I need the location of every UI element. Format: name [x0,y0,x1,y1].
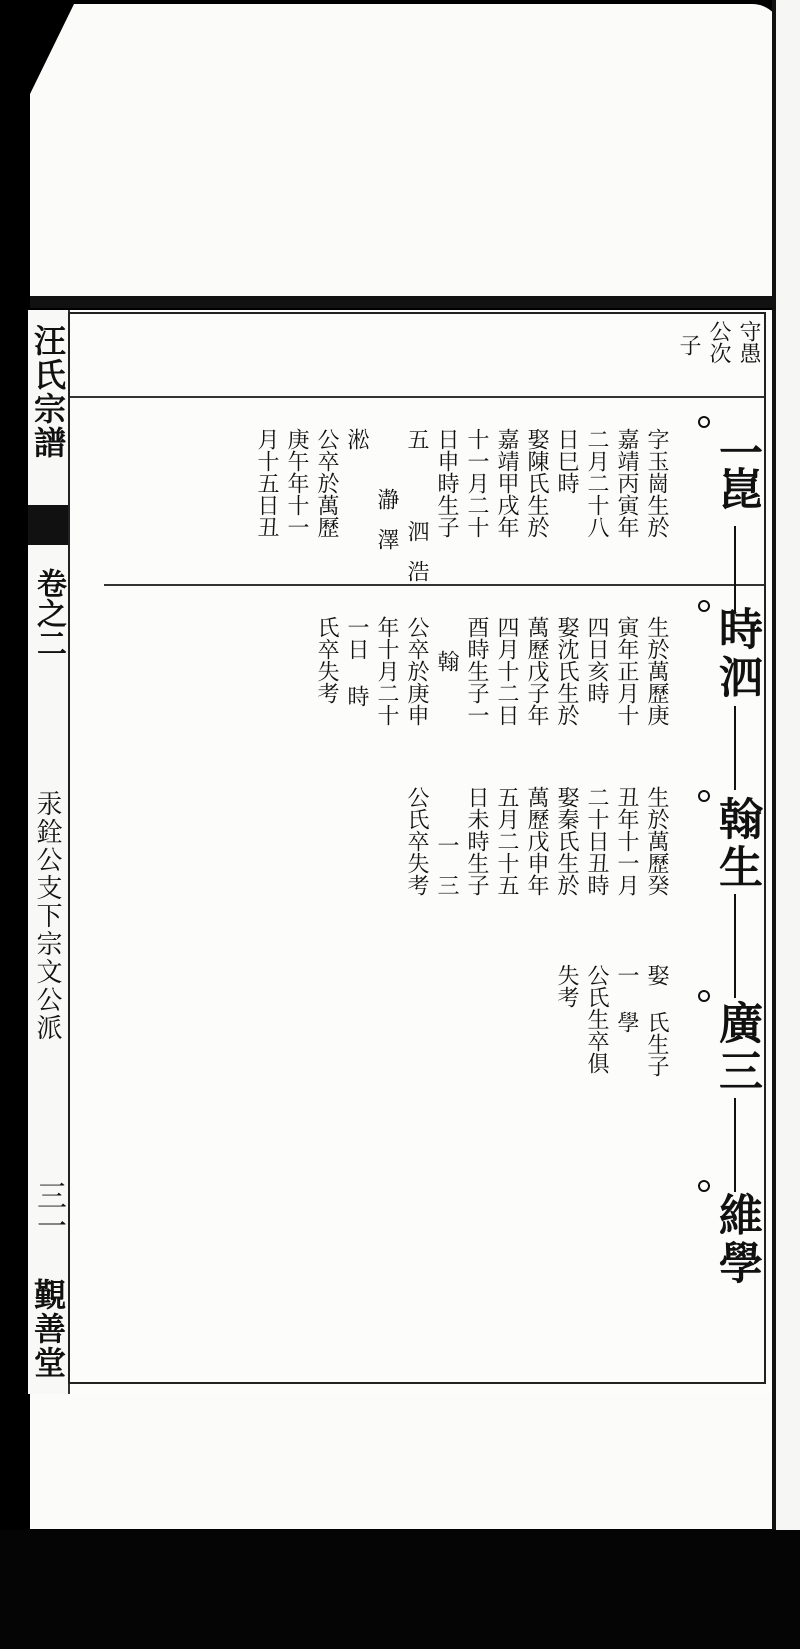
bio-line: 公氏生卒俱 [584,964,609,1074]
bio-line: 日未時生子 [464,786,489,896]
son-name: 翰 [434,650,459,672]
generation-node [698,1180,710,1192]
son-name: 澤 [374,528,399,550]
ancestor-note-3: 子 [676,334,701,356]
generation-node [698,416,710,428]
bio-line: 娶秦氏生於 [554,786,579,896]
bio-line: 公氏卒失考 [404,786,429,896]
bio-line: 萬歷戊子年 [524,616,549,726]
bio-line: 嘉靖丙寅年 [614,428,639,538]
lineage-line [734,526,736,612]
page-number: 三一 [31,1180,66,1240]
bio-line: 二十日丑時 [584,786,609,896]
genealogy-page [28,310,772,1394]
hall-name: 覲善堂 [29,1278,67,1380]
bio-line: 娶 氏生子 [644,964,669,1077]
bio-line: 萬歷戊申年 [524,786,549,896]
bio-line: 年十月二十 [374,616,399,726]
header-rule [70,396,764,398]
sheet-gap [30,296,782,308]
bio-line: 丑年十一月 [614,786,639,896]
bio-line: 五月二十五 [494,786,519,896]
generation-node [698,790,710,802]
bottom-shadow [0,1530,800,1649]
lineage-line [734,1098,736,1192]
bio-line: 寅年正月十 [614,616,639,726]
son-name: 三 [434,874,459,896]
generation-name: 維學 [711,1192,762,1288]
son-name: 瀞 [374,488,399,510]
top-blank-sheet [30,4,782,296]
bio-line: 酉時生子一 [464,616,489,726]
generation-name: 廣三 [711,1000,762,1096]
bio-line: 娶沈氏生於 [554,616,579,726]
generation-node [698,600,710,612]
generation-node [698,990,710,1002]
bio-line: 日申時生子 [434,428,459,538]
left-shadow [0,300,28,1400]
generation-name: 時泗 [711,606,762,702]
fishtail-mark [28,505,68,545]
book-title: 汪氏宗譜 [29,324,67,460]
bio-line: 嘉靖甲戌年 [494,428,519,538]
bottom-blank-sheet [30,1394,782,1529]
bio-line: 五 [404,428,429,450]
bio-line: 娶陳氏生於 [524,428,549,538]
volume-label: 卷之二 [31,568,66,658]
bio-line: 月十五日丑 [254,428,279,538]
bio-line: 生於萬歷癸 [644,786,669,896]
bio-line: 一 學 [614,964,639,1033]
bio-line: 公卒於萬歷 [314,428,339,538]
lineage-line [734,894,736,998]
ancestor-note-2: 公次 [706,320,731,364]
bio-line: 生於萬歷庚 [644,616,669,726]
son-name: 一 [434,834,459,856]
son-name: 浩 [404,560,429,582]
page-spine [28,310,70,1394]
lineage-line [734,706,736,790]
bio-line: 庚午年十一 [284,428,309,538]
bio-line: 一日 時 [344,616,369,707]
generation-mark: 一 [711,430,762,478]
branch-label: 汞銓公支下宗文公派 [32,790,62,1042]
son-name: 泗 [404,520,429,542]
bio-line: 公卒於庚申 [404,616,429,726]
bio-line: 氏卒失考 [314,616,339,704]
bio-line: 失考 [554,964,579,1008]
bio-line: 二月二十八 [584,428,609,538]
bio-line: 日巳時 [554,428,579,494]
bio-line: 四月十二日 [494,616,519,726]
bio-line: 四日亥時 [584,616,609,704]
bio-line: 十一月二十 [464,428,489,538]
table-frame [68,312,766,1384]
generation-name: 翰生 [711,796,762,892]
bio-line: 字玉崗生於 [644,428,669,538]
generation-name: 崑 [711,466,762,514]
ancestor-note-1: 守愚 [736,320,761,364]
right-page-edge [772,0,800,1540]
generation-rule [104,584,764,586]
bio-line: 淞 [344,428,369,450]
